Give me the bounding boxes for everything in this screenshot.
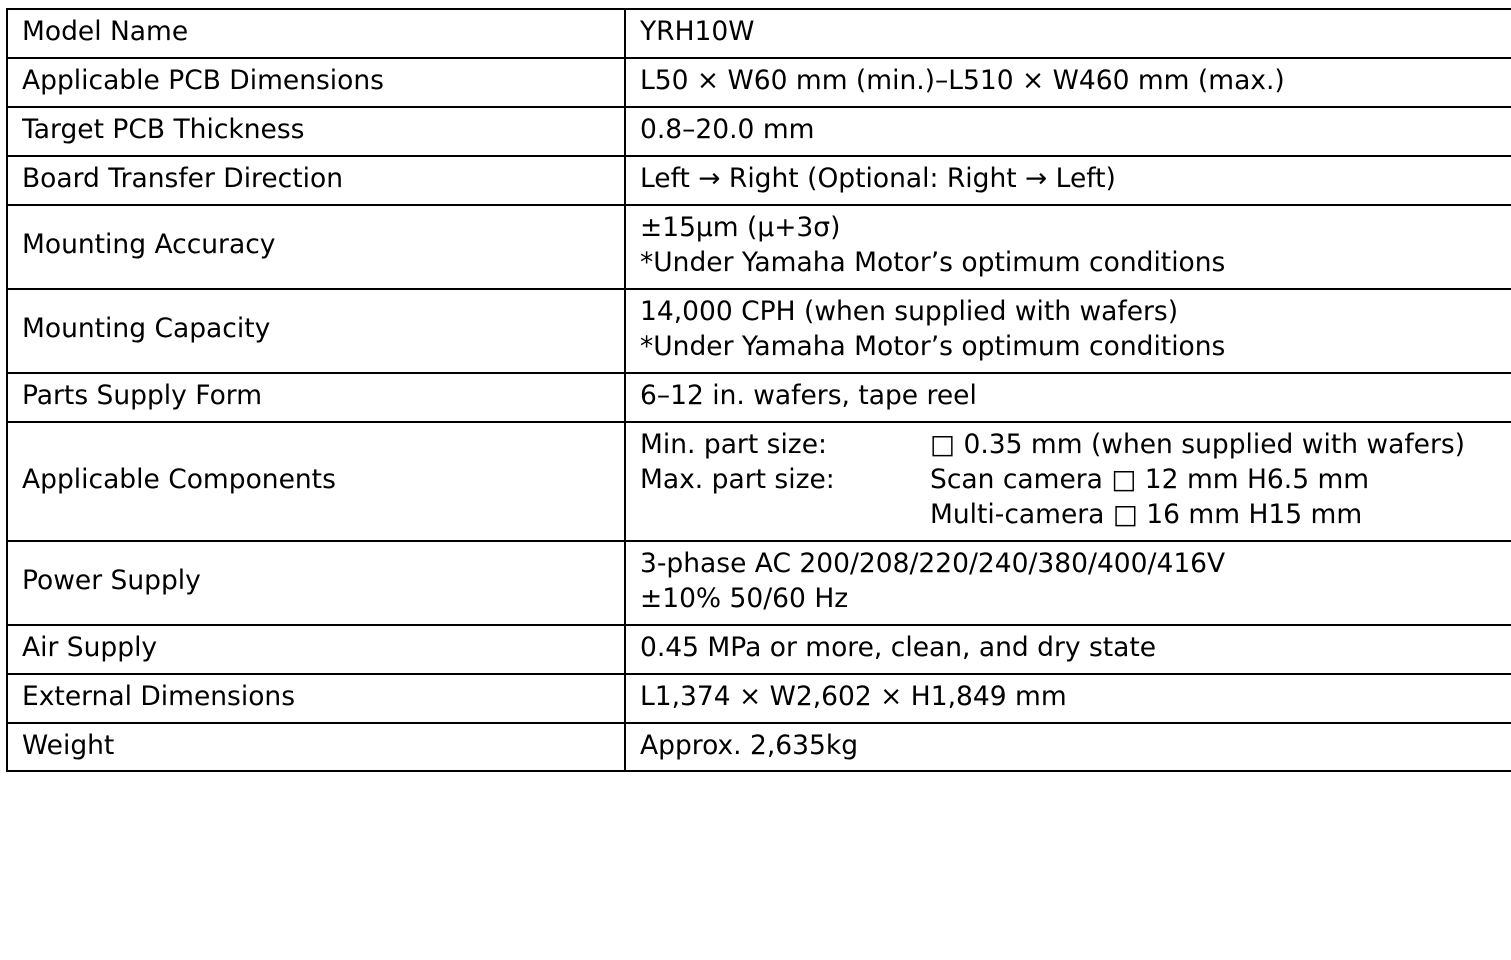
- value-line: 3-phase AC 200/208/220/240/380/400/416V: [640, 547, 1226, 579]
- row-value-mounting-accuracy: [625, 205, 1511, 289]
- row-value-board-transfer-direction: [625, 156, 1511, 205]
- specification-table-body: [7, 9, 1511, 771]
- table-row: [7, 674, 1511, 723]
- row-value-mounting-capacity: [625, 289, 1511, 373]
- value-line: YRH10W: [640, 16, 755, 47]
- table-row: [7, 156, 1511, 205]
- row-label-parts-supply-form: Parts Supply Form: [7, 373, 625, 422]
- row-label-model-name: Model Name: [7, 9, 625, 58]
- table-row: [7, 289, 1511, 373]
- value-line-2: ±10% 50/60 Hz: [640, 582, 849, 614]
- table-row: [7, 373, 1511, 422]
- row-label-external-dimensions: External Dimensions: [7, 674, 625, 723]
- row-value-weight: [625, 723, 1511, 772]
- table-row: [7, 58, 1511, 107]
- table-row: [7, 625, 1511, 674]
- value-line: 6–12 in. wafers, tape reel: [640, 379, 977, 411]
- max-part-size-line-multi-camera: Multi-camera □ 16 mm H15 mm: [930, 498, 1363, 530]
- row-value-applicable-pcb-dimensions: [625, 58, 1511, 107]
- specification-table: [6, 8, 1511, 772]
- row-label-mounting-capacity: Mounting Capacity: [7, 289, 625, 373]
- max-part-size-key: Max. part size:: [640, 463, 835, 495]
- value-line-note: *Under Yamaha Motor’s optimum conditions: [640, 330, 1226, 362]
- min-part-size-key: Min. part size:: [640, 428, 827, 460]
- table-row: [7, 541, 1511, 625]
- row-value-parts-supply-form: [625, 373, 1511, 422]
- row-label-power-supply: Power Supply: [7, 541, 625, 625]
- table-row: [7, 9, 1511, 58]
- value-line: ±15μm (μ+3σ): [640, 211, 841, 243]
- row-label-air-supply: Air Supply: [7, 625, 625, 674]
- min-part-size-value: □ 0.35 mm (when supplied with wafers): [930, 428, 1466, 460]
- value-line: 0.8–20.0 mm: [640, 113, 815, 145]
- row-label-board-transfer-direction: Board Transfer Direction: [7, 156, 625, 205]
- table-row: [7, 205, 1511, 289]
- value-line: L50 × W60 mm (min.)–L510 × W460 mm (max.): [640, 64, 1285, 96]
- row-value-power-supply: [625, 541, 1511, 625]
- max-part-size-value: [930, 463, 1511, 533]
- max-part-size-line-scan-camera: Scan camera □ 12 mm H6.5 mm: [930, 463, 1370, 495]
- value-line: 14,000 CPH (when supplied with wafers): [640, 295, 1179, 327]
- row-label-mounting-accuracy: Mounting Accuracy: [7, 205, 625, 289]
- applicable-components-grid: [640, 428, 1511, 533]
- row-label-applicable-components: Applicable Components: [7, 422, 625, 541]
- value-line: Approx. 2,635kg: [640, 729, 859, 761]
- table-row: [7, 107, 1511, 156]
- row-label-target-pcb-thickness: Target PCB Thickness: [7, 107, 625, 156]
- row-label-weight: Weight: [7, 723, 625, 772]
- value-line: Left → Right (Optional: Right → Left): [640, 162, 1116, 194]
- row-value-air-supply: [625, 625, 1511, 674]
- value-line-note: *Under Yamaha Motor’s optimum conditions: [640, 246, 1226, 278]
- row-value-model-name: [625, 9, 1511, 58]
- row-value-external-dimensions: [625, 674, 1511, 723]
- value-line: L1,374 × W2,602 × H1,849 mm: [640, 680, 1067, 712]
- row-label-applicable-pcb-dimensions: Applicable PCB Dimensions: [7, 58, 625, 107]
- value-line: 0.45 MPa or more, clean, and dry state: [640, 631, 1157, 663]
- row-value-target-pcb-thickness: [625, 107, 1511, 156]
- row-value-applicable-components: [625, 422, 1511, 541]
- table-row: [7, 422, 1511, 541]
- table-row: [7, 723, 1511, 772]
